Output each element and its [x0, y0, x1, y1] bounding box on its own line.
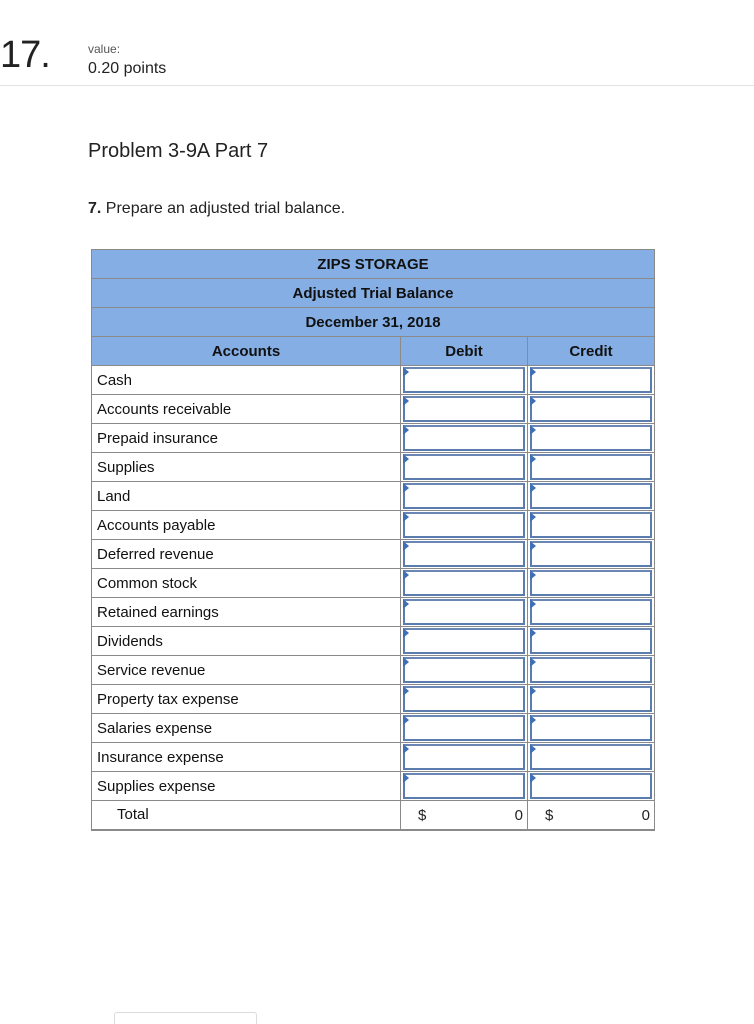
credit-cell: [528, 598, 655, 627]
dropdown-marker-icon[interactable]: [530, 744, 536, 754]
credit-cell: [528, 540, 655, 569]
dropdown-marker-icon[interactable]: [530, 599, 536, 609]
debit-cell: [401, 598, 528, 627]
debit-input[interactable]: [403, 367, 525, 393]
dropdown-marker-icon[interactable]: [403, 367, 409, 377]
debit-input[interactable]: [403, 396, 525, 422]
header-divider: [0, 85, 754, 86]
dropdown-marker-icon[interactable]: [530, 367, 536, 377]
account-name: Insurance expense: [92, 743, 401, 772]
credit-cell: [528, 453, 655, 482]
table-row: [92, 743, 655, 772]
dropdown-marker-icon[interactable]: [403, 686, 409, 696]
debit-input[interactable]: [403, 570, 525, 596]
credit-input[interactable]: [530, 628, 652, 654]
debit-input[interactable]: [403, 541, 525, 567]
dropdown-marker-icon[interactable]: [403, 454, 409, 464]
credit-input[interactable]: [530, 599, 652, 625]
dropdown-marker-icon[interactable]: [530, 570, 536, 580]
credit-input[interactable]: [530, 570, 652, 596]
credit-input[interactable]: [530, 744, 652, 770]
account-name: Common stock: [92, 569, 401, 598]
credit-cell: [528, 424, 655, 453]
credit-input[interactable]: [530, 454, 652, 480]
account-name: Prepaid insurance: [92, 424, 401, 453]
points-value: 0.20 points: [88, 60, 167, 77]
problem-title: Problem 3-9A Part 7: [88, 140, 269, 162]
table-row: [92, 482, 655, 511]
step-number: 7.: [88, 200, 102, 217]
account-name: Service revenue: [92, 656, 401, 685]
credit-input[interactable]: [530, 686, 652, 712]
dropdown-marker-icon[interactable]: [403, 599, 409, 609]
table-row: [92, 511, 655, 540]
account-name: Land: [92, 482, 401, 511]
debit-cell: [401, 366, 528, 395]
debit-input[interactable]: [403, 773, 525, 799]
dropdown-marker-icon[interactable]: [403, 773, 409, 783]
table-row: [92, 540, 655, 569]
debit-cell: [401, 743, 528, 772]
statement-date: December 31, 2018: [92, 308, 655, 337]
credit-cell: [528, 685, 655, 714]
credit-column-header: Credit: [528, 337, 655, 366]
credit-cell: [528, 743, 655, 772]
currency-symbol: $: [418, 807, 427, 824]
table-row: [92, 598, 655, 627]
debit-cell: [401, 627, 528, 656]
table-row: [92, 453, 655, 482]
table-row: [92, 395, 655, 424]
dropdown-marker-icon[interactable]: [403, 570, 409, 580]
dropdown-marker-icon[interactable]: [530, 396, 536, 406]
table-row: [92, 656, 655, 685]
credit-input[interactable]: [530, 715, 652, 741]
accounts-column-header: Accounts: [92, 337, 401, 366]
debit-input[interactable]: [403, 715, 525, 741]
dropdown-marker-icon[interactable]: [530, 454, 536, 464]
statement-title: Adjusted Trial Balance: [92, 279, 655, 308]
account-name: Retained earnings: [92, 598, 401, 627]
account-name: Deferred revenue: [92, 540, 401, 569]
account-name: Supplies: [92, 453, 401, 482]
credit-input[interactable]: [530, 483, 652, 509]
debit-cell: [401, 772, 528, 801]
debit-cell: [401, 511, 528, 540]
debit-input[interactable]: [403, 454, 525, 480]
question-number: 17.: [0, 34, 50, 76]
debit-column-header: Debit: [401, 337, 528, 366]
dropdown-marker-icon[interactable]: [530, 483, 536, 493]
account-name: Accounts payable: [92, 511, 401, 540]
debit-cell: [401, 685, 528, 714]
dropdown-marker-icon[interactable]: [530, 686, 536, 696]
trial-balance-table: [91, 249, 655, 831]
table-row: [92, 772, 655, 801]
instruction: [88, 200, 345, 218]
credit-cell: [528, 772, 655, 801]
dropdown-marker-icon[interactable]: [403, 396, 409, 406]
dropdown-marker-icon[interactable]: [403, 744, 409, 754]
total-debit-value: 0: [514, 807, 523, 824]
total-label: Total: [92, 801, 401, 830]
debit-cell: [401, 424, 528, 453]
debit-input[interactable]: [403, 512, 525, 538]
currency-symbol: $: [545, 807, 554, 824]
total-credit: [528, 801, 655, 830]
debit-input[interactable]: [403, 657, 525, 683]
table-row: [92, 685, 655, 714]
table-row: [92, 366, 655, 395]
credit-cell: [528, 395, 655, 424]
partial-button[interactable]: [114, 1012, 257, 1024]
dropdown-marker-icon[interactable]: [403, 425, 409, 435]
account-name: Accounts receivable: [92, 395, 401, 424]
account-name: Supplies expense: [92, 772, 401, 801]
dropdown-marker-icon[interactable]: [403, 512, 409, 522]
debit-input[interactable]: [403, 425, 525, 451]
debit-cell: [401, 453, 528, 482]
instruction-text: Prepare an adjusted trial balance.: [101, 200, 346, 217]
credit-cell: [528, 627, 655, 656]
credit-cell: [528, 482, 655, 511]
dropdown-marker-icon[interactable]: [403, 628, 409, 638]
dropdown-marker-icon[interactable]: [530, 541, 536, 551]
credit-input[interactable]: [530, 367, 652, 393]
table-row: [92, 714, 655, 743]
debit-input[interactable]: [403, 599, 525, 625]
table-row: [92, 569, 655, 598]
credit-cell: [528, 511, 655, 540]
credit-cell: [528, 656, 655, 685]
dropdown-marker-icon[interactable]: [403, 657, 409, 667]
debit-cell: [401, 395, 528, 424]
debit-cell: [401, 656, 528, 685]
table-row: [92, 424, 655, 453]
debit-cell: [401, 714, 528, 743]
dropdown-marker-icon[interactable]: [403, 483, 409, 493]
value-label: value:: [88, 42, 121, 56]
debit-cell: [401, 540, 528, 569]
credit-cell: [528, 714, 655, 743]
dropdown-marker-icon[interactable]: [530, 628, 536, 638]
credit-cell: [528, 366, 655, 395]
credit-input[interactable]: [530, 396, 652, 422]
total-row: [92, 801, 655, 830]
credit-input[interactable]: [530, 773, 652, 799]
dropdown-marker-icon[interactable]: [403, 715, 409, 725]
company-name: ZIPS STORAGE: [92, 250, 655, 279]
account-name: Dividends: [92, 627, 401, 656]
account-name: Property tax expense: [92, 685, 401, 714]
account-name: Salaries expense: [92, 714, 401, 743]
credit-input[interactable]: [530, 512, 652, 538]
debit-input[interactable]: [403, 744, 525, 770]
debit-input[interactable]: [403, 628, 525, 654]
total-debit: [401, 801, 528, 830]
total-credit-value: 0: [641, 807, 650, 824]
dropdown-marker-icon[interactable]: [530, 657, 536, 667]
dropdown-marker-icon[interactable]: [530, 425, 536, 435]
credit-input[interactable]: [530, 425, 652, 451]
debit-input[interactable]: [403, 483, 525, 509]
dropdown-marker-icon[interactable]: [530, 512, 536, 522]
dropdown-marker-icon[interactable]: [530, 773, 536, 783]
credit-input[interactable]: [530, 657, 652, 683]
account-name: Cash: [92, 366, 401, 395]
debit-input[interactable]: [403, 686, 525, 712]
credit-cell: [528, 569, 655, 598]
table-row: [92, 627, 655, 656]
credit-input[interactable]: [530, 541, 652, 567]
dropdown-marker-icon[interactable]: [530, 715, 536, 725]
debit-cell: [401, 482, 528, 511]
debit-cell: [401, 569, 528, 598]
dropdown-marker-icon[interactable]: [403, 541, 409, 551]
